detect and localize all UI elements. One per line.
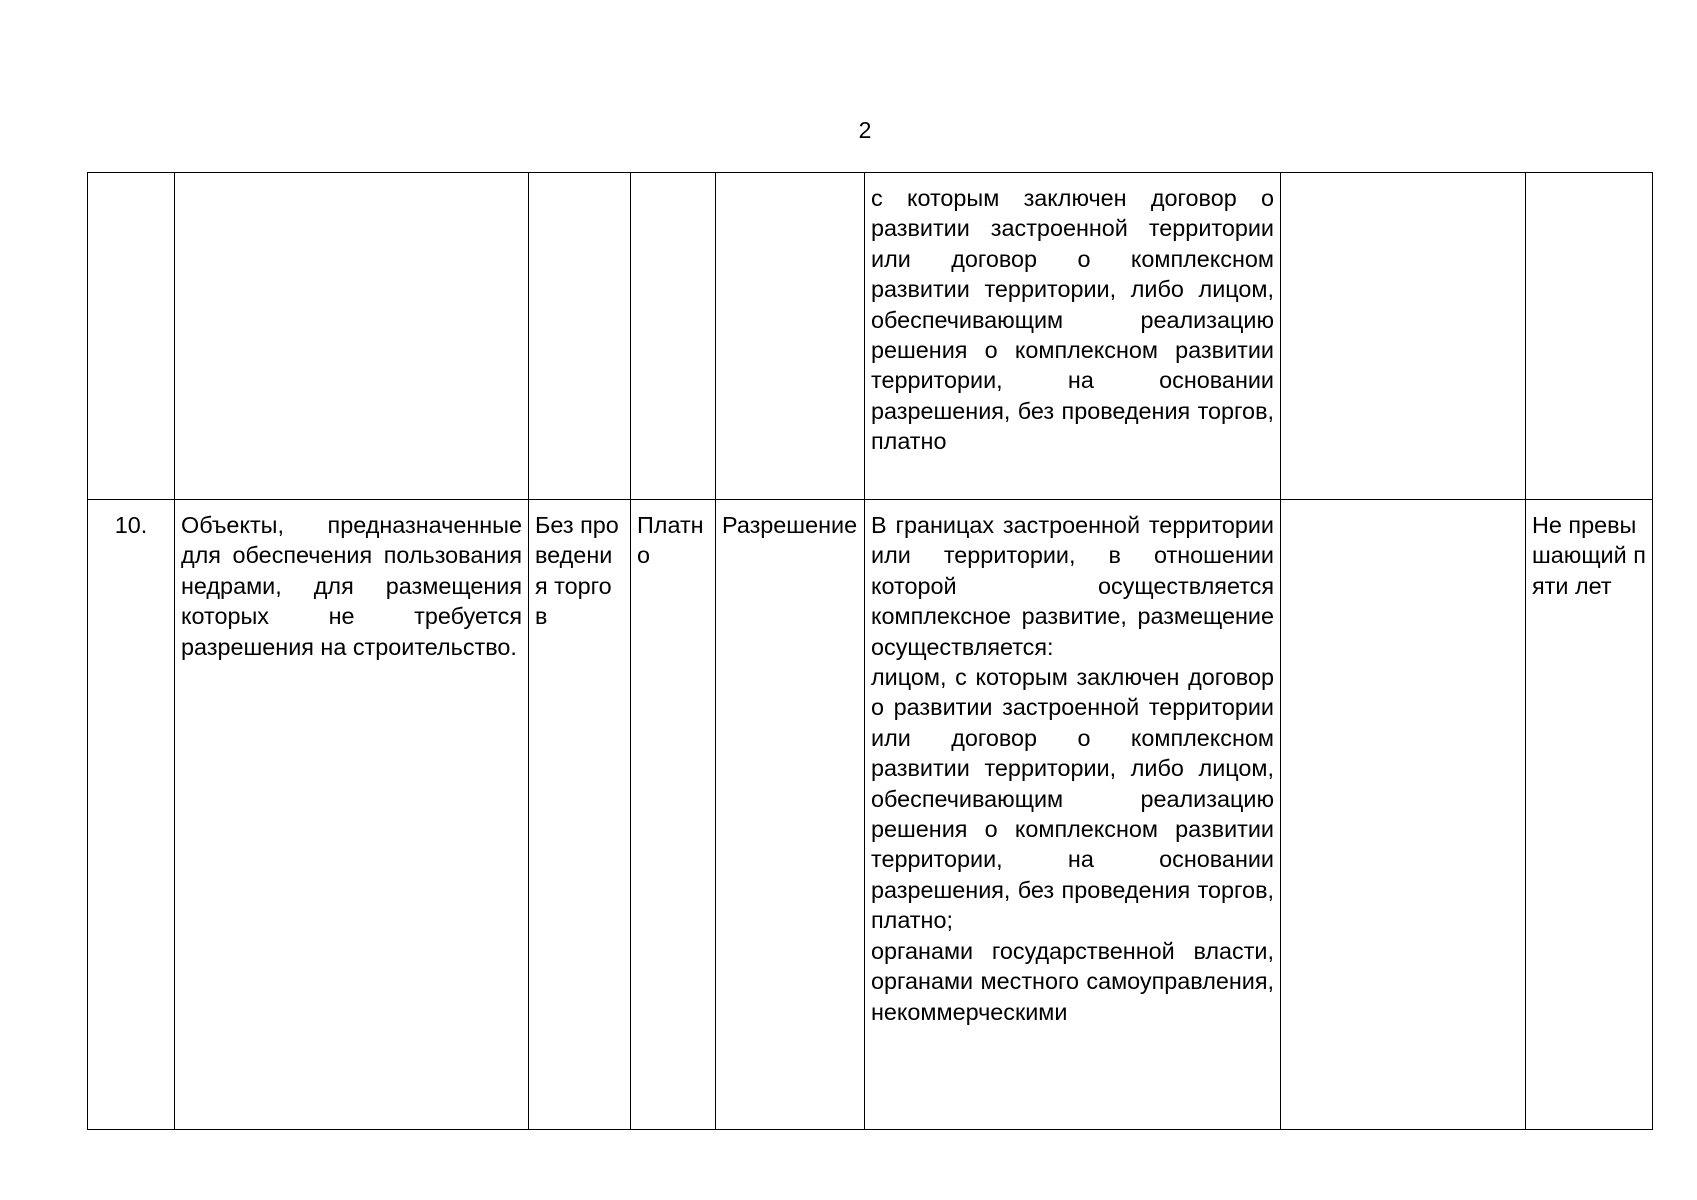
object-name-cell: [175, 500, 529, 1130]
row-number: 10.: [114, 512, 148, 538]
payment-text: Платно: [637, 512, 704, 569]
procedure-text: Без проведения торгов: [535, 512, 619, 630]
document-cell: [716, 173, 865, 500]
object-name: Объекты, предназначенные для обеспечения пользования недрами, для размещения которых не требуется разрешения на строительство.: [181, 512, 522, 660]
extra-cell: [1281, 173, 1526, 500]
document-cell: [716, 500, 865, 1130]
conditions-paragraph: с которым заключен договор о развитии застроенной территории или договор о комплексном развитии территории, либо лицом, обеспечивающим реализацию решения о комплексном развитии территории, на основании разрешения, без проведения торгов, платно: [871, 185, 1274, 455]
document-table: [87, 172, 1653, 1130]
conditions-cell: [865, 173, 1281, 500]
term-cell: [1526, 173, 1653, 500]
page-number: 2: [858, 117, 872, 143]
row-number-cell: [88, 500, 175, 1130]
term-cell: [1526, 500, 1653, 1130]
object-name-cell: [175, 173, 529, 500]
procedure-cell: [529, 500, 631, 1130]
conditions-paragraph: В границах застроенной территории или территории, в отношении которой осуществляется комплексное развитие, размещение осуществляется:: [871, 512, 1274, 660]
table-row: [88, 173, 1653, 500]
table-row: [88, 500, 1653, 1130]
extra-cell: [1281, 500, 1526, 1130]
conditions-paragraph: органами государственной власти, органами местного самоуправления, некоммерческими: [871, 937, 1274, 1025]
procedure-cell: [529, 173, 631, 500]
document-text: Разрешение: [722, 512, 858, 538]
payment-cell: [631, 173, 716, 500]
term-text: Не превышающий пяти лет: [1532, 512, 1646, 599]
conditions-paragraph: лицом, с которым заключен договор о развитии застроенной территории или договор о комплексном развитии территории, либо лицом, обеспечивающим реализацию решения о комплексном развитии территории, на основании разрешения, без проведения торгов, платно;: [871, 664, 1274, 934]
payment-cell: [631, 500, 716, 1130]
conditions-cell: [865, 500, 1281, 1130]
row-number-cell: [88, 173, 175, 500]
